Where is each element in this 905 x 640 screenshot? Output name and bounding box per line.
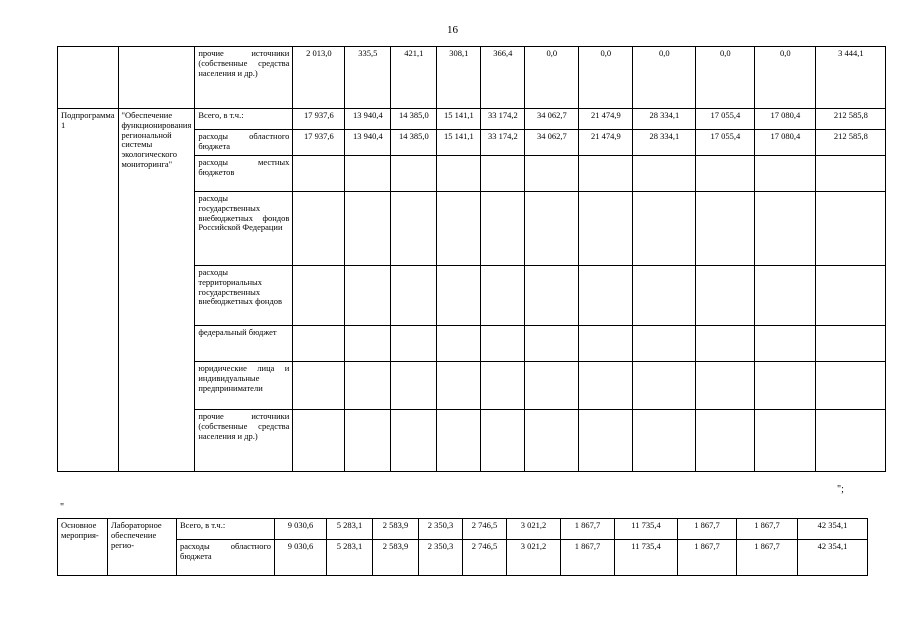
year-value-cell: 2 013,0 xyxy=(293,47,345,109)
year-value-cell: 17 055,4 xyxy=(696,109,755,130)
year-value-cell xyxy=(391,410,437,472)
year-value-cell xyxy=(293,156,345,192)
year-value-cell: 9 030,6 xyxy=(275,540,327,576)
year-value-cell: 1 867,7 xyxy=(737,519,798,540)
table-row xyxy=(58,109,886,130)
year-value-cell xyxy=(633,362,696,410)
year-value-cell xyxy=(579,326,633,362)
year-value-cell xyxy=(525,156,579,192)
year-value-cell xyxy=(391,266,437,326)
year-value-cell: 2 746,5 xyxy=(463,519,507,540)
year-value-cell xyxy=(293,326,345,362)
year-value-cell xyxy=(525,326,579,362)
year-value-cell xyxy=(633,266,696,326)
year-value-cell xyxy=(579,156,633,192)
year-value-cell: 2 746,5 xyxy=(463,540,507,576)
year-value-cell xyxy=(391,326,437,362)
year-value-cell xyxy=(525,192,579,266)
source-label: юридические лица и индивидуальные предприниматели xyxy=(195,362,293,410)
source-label: расходы государственных внебюджетных фондов Российской Федерации xyxy=(195,192,293,266)
year-value-cell xyxy=(696,156,755,192)
year-value-cell: 1 867,7 xyxy=(678,519,737,540)
year-value-cell: 14 385,0 xyxy=(391,130,437,156)
year-value-cell: 33 174,2 xyxy=(481,109,525,130)
year-value-cell xyxy=(696,192,755,266)
year-value-cell xyxy=(345,156,391,192)
year-value-cell xyxy=(755,326,816,362)
year-value-cell xyxy=(345,326,391,362)
year-value-cell xyxy=(579,192,633,266)
year-value-cell: 17 937,6 xyxy=(293,109,345,130)
year-value-cell xyxy=(437,326,481,362)
year-value-cell xyxy=(696,362,755,410)
subprogram-cell: Подпрограмма 1 xyxy=(58,109,119,472)
year-value-cell xyxy=(293,192,345,266)
source-label: федеральный бюджет xyxy=(195,326,293,362)
year-value-cell xyxy=(633,156,696,192)
year-value-cell xyxy=(579,362,633,410)
year-value-cell xyxy=(345,266,391,326)
year-value-cell: 421,1 xyxy=(391,47,437,109)
year-value-cell: 9 030,6 xyxy=(275,519,327,540)
year-value-cell xyxy=(696,266,755,326)
year-value-cell xyxy=(633,192,696,266)
year-value-cell xyxy=(755,156,816,192)
source-label: расходы местных бюджетов xyxy=(195,156,293,192)
source-label: расходы территориальных государственных внебюджетных фондов xyxy=(195,266,293,326)
activity-name-cell: Лабораторное обеспечение регио- xyxy=(108,519,177,576)
year-value-cell xyxy=(391,192,437,266)
year-value-cell: 2 583,9 xyxy=(373,540,419,576)
year-value-cell xyxy=(345,410,391,472)
total-cell: 212 585,8 xyxy=(816,109,886,130)
year-value-cell xyxy=(696,410,755,472)
year-value-cell xyxy=(437,156,481,192)
year-value-cell xyxy=(437,192,481,266)
year-value-cell xyxy=(481,362,525,410)
year-value-cell xyxy=(391,156,437,192)
total-cell: 42 354,1 xyxy=(798,519,868,540)
year-value-cell: 1 867,7 xyxy=(561,519,615,540)
program-funding-table xyxy=(57,46,886,472)
year-value-cell xyxy=(293,362,345,410)
year-value-cell: 0,0 xyxy=(755,47,816,109)
year-value-cell: 0,0 xyxy=(696,47,755,109)
year-value-cell: 1 867,7 xyxy=(561,540,615,576)
year-value-cell xyxy=(481,326,525,362)
year-value-cell xyxy=(437,266,481,326)
table-row xyxy=(58,540,868,576)
year-value-cell: 0,0 xyxy=(633,47,696,109)
year-value-cell xyxy=(293,266,345,326)
year-value-cell: 2 583,9 xyxy=(373,519,419,540)
year-value-cell xyxy=(755,410,816,472)
source-label: прочие источники (собственные средства населения и др.) xyxy=(195,47,293,109)
year-value-cell: 3 021,2 xyxy=(507,540,561,576)
year-value-cell: 34 062,7 xyxy=(525,130,579,156)
year-value-cell: 15 141,1 xyxy=(437,130,481,156)
year-value-cell xyxy=(481,410,525,472)
year-value-cell xyxy=(437,410,481,472)
total-cell xyxy=(816,156,886,192)
page-number: 16 xyxy=(447,24,458,36)
source-label: Всего, в т.ч.: xyxy=(195,109,293,130)
year-value-cell: 335,5 xyxy=(345,47,391,109)
year-value-cell xyxy=(437,362,481,410)
total-cell xyxy=(816,192,886,266)
year-value-cell: 21 474,9 xyxy=(579,109,633,130)
opening-quote-mark: " xyxy=(60,502,65,513)
table-row xyxy=(58,47,886,109)
program-name-cell xyxy=(118,47,195,109)
year-value-cell xyxy=(525,410,579,472)
activity-funding-table xyxy=(57,518,868,576)
year-value-cell xyxy=(579,266,633,326)
total-cell xyxy=(816,362,886,410)
year-value-cell xyxy=(579,410,633,472)
year-value-cell: 28 334,1 xyxy=(633,130,696,156)
subprogram-name-cell: "Обеспечение функционирования региональной системы экологического мониторинга" xyxy=(118,109,195,472)
year-value-cell: 11 735,4 xyxy=(615,540,678,576)
year-value-cell xyxy=(481,192,525,266)
year-value-cell xyxy=(391,362,437,410)
year-value-cell: 21 474,9 xyxy=(579,130,633,156)
source-label: прочие источники (собственные средства населения и др.) xyxy=(195,410,293,472)
year-value-cell: 13 940,4 xyxy=(345,130,391,156)
year-value-cell: 5 283,1 xyxy=(327,519,373,540)
year-value-cell xyxy=(633,410,696,472)
year-value-cell xyxy=(345,192,391,266)
year-value-cell: 34 062,7 xyxy=(525,109,579,130)
year-value-cell: 1 867,7 xyxy=(737,540,798,576)
year-value-cell xyxy=(696,326,755,362)
activity-cell: Основное мероприя- xyxy=(58,519,108,576)
year-value-cell: 5 283,1 xyxy=(327,540,373,576)
year-value-cell: 17 937,6 xyxy=(293,130,345,156)
year-value-cell: 2 350,3 xyxy=(419,519,463,540)
year-value-cell: 0,0 xyxy=(525,47,579,109)
year-value-cell xyxy=(755,192,816,266)
year-value-cell xyxy=(481,266,525,326)
source-label: расходы областного бюджета xyxy=(195,130,293,156)
total-cell: 42 354,1 xyxy=(798,540,868,576)
total-cell xyxy=(816,326,886,362)
year-value-cell: 2 350,3 xyxy=(419,540,463,576)
year-value-cell xyxy=(345,362,391,410)
year-value-cell: 17 055,4 xyxy=(696,130,755,156)
year-value-cell: 13 940,4 xyxy=(345,109,391,130)
closing-quote-mark: "; xyxy=(837,484,844,495)
year-value-cell: 3 021,2 xyxy=(507,519,561,540)
year-value-cell xyxy=(481,156,525,192)
source-label: расходы областного бюджета xyxy=(177,540,275,576)
program-cell xyxy=(58,47,119,109)
year-value-cell: 14 385,0 xyxy=(391,109,437,130)
year-value-cell xyxy=(293,410,345,472)
year-value-cell: 28 334,1 xyxy=(633,109,696,130)
year-value-cell xyxy=(633,326,696,362)
year-value-cell: 0,0 xyxy=(579,47,633,109)
source-label: Всего, в т.ч.: xyxy=(177,519,275,540)
year-value-cell xyxy=(755,362,816,410)
total-cell: 212 585,8 xyxy=(816,130,886,156)
table-row xyxy=(58,519,868,540)
year-value-cell xyxy=(755,266,816,326)
year-value-cell: 11 735,4 xyxy=(615,519,678,540)
year-value-cell: 366,4 xyxy=(481,47,525,109)
year-value-cell: 33 174,2 xyxy=(481,130,525,156)
year-value-cell xyxy=(525,266,579,326)
year-value-cell xyxy=(525,362,579,410)
year-value-cell: 17 080,4 xyxy=(755,130,816,156)
year-value-cell: 17 080,4 xyxy=(755,109,816,130)
year-value-cell: 308,1 xyxy=(437,47,481,109)
total-cell: 3 444,1 xyxy=(816,47,886,109)
year-value-cell: 15 141,1 xyxy=(437,109,481,130)
year-value-cell: 1 867,7 xyxy=(678,540,737,576)
total-cell xyxy=(816,266,886,326)
total-cell xyxy=(816,410,886,472)
